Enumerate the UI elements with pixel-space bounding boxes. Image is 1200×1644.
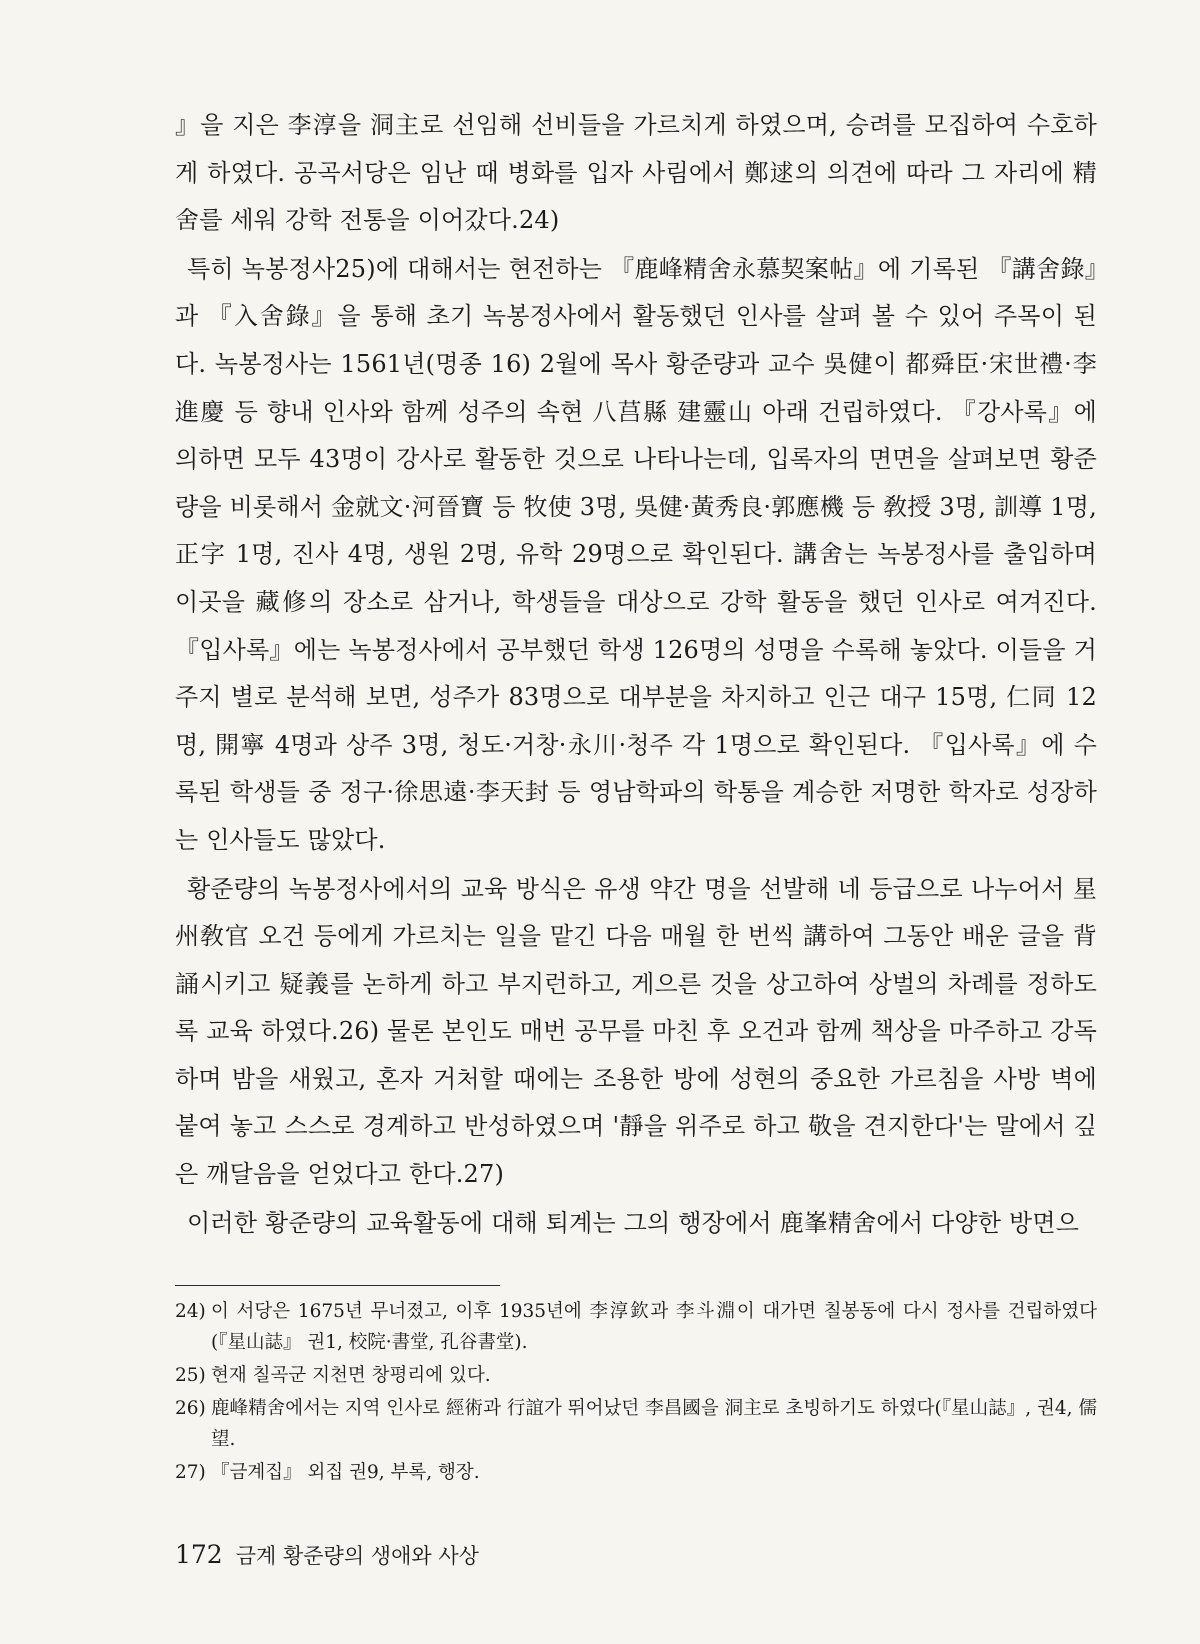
footnotes — [175, 1296, 1097, 1490]
footnote-number: 24) — [175, 1301, 206, 1322]
footnote-number: 27) — [175, 1462, 206, 1483]
footnote-25 — [175, 1360, 1097, 1391]
page-footer — [175, 1540, 479, 1570]
footnote-number: 26) — [175, 1398, 206, 1419]
footnote-divider — [175, 1285, 500, 1286]
footnote-text: 『금계집』 외집 권9, 부록, 행장. — [211, 1462, 480, 1483]
paragraph-3: 황준량의 녹봉정사에서의 교육 방식은 유생 약간 명을 선발해 네 등급으로 나누어서 星州敎官 오건 등에게 가르치는 일을 맡긴 다음 매월 한 번씩 講하여 그동안 배운 글을 背誦시키고 疑義를 논하게 하고 부지런하고, 게으른 것을 상고하여 상벌의 차례를 정하도록 교육 하였다.26) 물론 본인도 매번 공무를 마친 후 오건과 함께 책상을 마주하고 강독하며 밤을 새웠고, 혼자 거처할 때에는 조용한 방에 성현의 중요한 가르침을 사방 벽에 붙여 놓고 스스로 경계하고 반성하였으며 '靜을 위주로 하고 敬을 견지한다'는 말에서 깊은 깨달음을 얻었다고 한다.27) — [175, 874, 1097, 1189]
footnote-26 — [175, 1393, 1097, 1455]
footnote-text: 현재 칠곡군 지천면 창평리에 있다. — [211, 1365, 491, 1386]
page-number: 172 — [175, 1540, 223, 1569]
footnote-text: 이 서당은 1675년 무너졌고, 이후 1935년에 李淳欽과 李斗淵이 대가면 칠봉동에 다시 정사를 건립하였다(『星山誌』 권1, 校院·書堂, 孔谷書堂). — [211, 1301, 1097, 1353]
paragraph-1: 』을 지은 李淳을 洞主로 선임해 선비들을 가르치게 하였으며, 승려를 모집하여 수호하게 하였다. 공곡서당은 임난 때 병화를 입자 사림에서 鄭逑의 의견에 따라 그 자리에 精舍를 세워 강학 전통을 이어갔다.24) — [175, 111, 1097, 235]
paragraph-2: 특히 녹봉정사25)에 대해서는 현전하는 『鹿峰精舍永慕契案帖』에 기록된 『講舍錄』과 『入舍錄』을 통해 초기 녹봉정사에서 활동했던 인사를 살펴 볼 수 있어 주목이 된다. 녹봉정사는 1561년(명종 16) 2월에 목사 황준량과 교수 吳健이 都舜臣·宋世禮·李進慶 등 향내 인사와 함께 성주의 속현 八莒縣 建靈山 아래 건립하였다. 『강사록』에 의하면 모두 43명이 강사로 활동한 것으로 나타나는데, 입록자의 면면을 살펴보면 황준량을 비롯해서 金就文·河晉寶 등 牧使 3명, 吳健·黃秀良·郭應機 등 敎授 3명, 訓導 1명, 正字 1명, 진사 4명, 생원 2명, 유학 29명으로 확인된다. 講舍는 녹봉정사를 출입하며 이곳을 藏修의 장소로 삼거나, 학생들을 대상으로 강학 활동을 했던 인사로 여겨진다. 『입사록』에는 녹봉정사에서 공부했던 학생 126명의 성명을 수록해 놓았다. 이들을 거주지 별로 분석해 보면, 성주가 83명으로 대부분을 차지하고 인근 대구 15명, 仁同 12명, 開寧 4명과 상주 3명, 청도·거창·永川·청주 각 1명으로 확인된다. 『입사록』에 수록된 학생들 중 정구·徐思遠·李天封 등 영남학파의 학통을 계승한 저명한 학자로 성장하는 인사들도 많았다. — [175, 254, 1097, 854]
footnote-number: 25) — [175, 1365, 206, 1386]
footnote-text: 鹿峰精舍에서는 지역 인사로 經術과 行誼가 뛰어났던 李昌國을 洞主로 초빙하기도 하였다(『星山誌』, 권4, 儒望. — [211, 1398, 1097, 1450]
running-title: 금계 황준량의 생애와 사상 — [235, 1544, 479, 1568]
main-text — [175, 102, 1097, 1247]
footnote-27 — [175, 1457, 1097, 1488]
footnote-24 — [175, 1296, 1097, 1358]
paragraph-4: 이러한 황준량의 교육활동에 대해 퇴계는 그의 행장에서 鹿峯精舍에서 다양한 방면으 — [187, 1208, 1080, 1237]
